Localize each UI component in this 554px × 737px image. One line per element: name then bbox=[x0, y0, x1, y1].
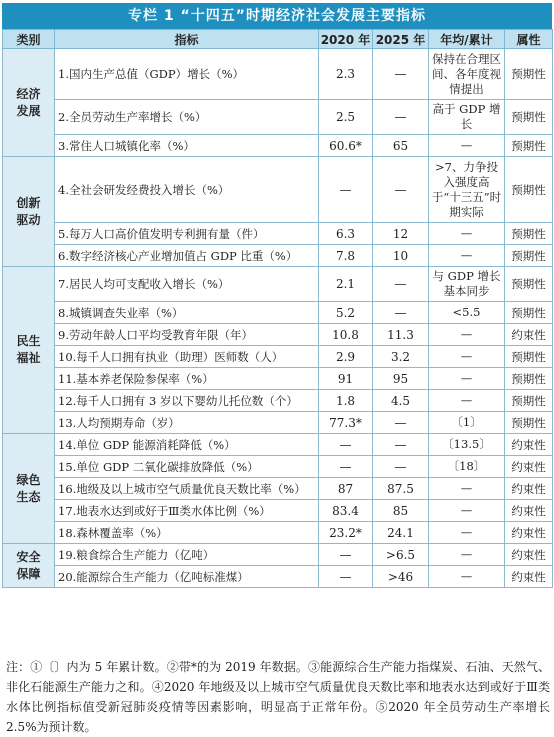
annual-target: >7、力争投入强度高于“十三五”时期实际 bbox=[429, 157, 505, 223]
value-2025: 3.2 bbox=[373, 346, 429, 368]
attribute-value: 约束性 bbox=[505, 456, 553, 478]
value-2020: — bbox=[319, 566, 373, 588]
attribute-value: 预期性 bbox=[505, 368, 553, 390]
value-2025: 24.1 bbox=[373, 522, 429, 544]
value-2020: 87 bbox=[319, 478, 373, 500]
annual-target: — bbox=[429, 522, 505, 544]
indicator-name: 9.劳动年龄人口平均受教育年限（年） bbox=[55, 324, 319, 346]
group-label-line: 保障 bbox=[16, 566, 41, 581]
attribute-value: 预期性 bbox=[505, 390, 553, 412]
indicator-name: 19.粮食综合生产能力（亿吨） bbox=[55, 544, 319, 566]
value-2025: — bbox=[373, 157, 429, 223]
table-row bbox=[3, 346, 553, 368]
attribute-value: 预期性 bbox=[505, 223, 553, 245]
table-row bbox=[3, 434, 553, 456]
indicator-name: 15.单位 GDP 二氧化碳排放降低（%） bbox=[55, 456, 319, 478]
value-2020: 2.9 bbox=[319, 346, 373, 368]
value-2020: 2.5 bbox=[319, 100, 373, 135]
table-row bbox=[3, 223, 553, 245]
indicator-name: 2.全员劳动生产率增长（%） bbox=[55, 100, 319, 135]
annual-target: — bbox=[429, 223, 505, 245]
group-economic-development bbox=[3, 49, 55, 157]
value-2020: 7.8 bbox=[319, 245, 373, 267]
indicator-name: 11.基本养老保险参保率（%） bbox=[55, 368, 319, 390]
group-label-line: 民生 bbox=[16, 334, 41, 348]
value-2025: 85 bbox=[373, 500, 429, 522]
indicator-name: 4.全社会研发经费投入增长（%） bbox=[55, 157, 319, 223]
attribute-value: 预期性 bbox=[505, 245, 553, 267]
group-security-guarantee bbox=[3, 544, 55, 588]
value-2025: — bbox=[373, 100, 429, 135]
attribute-value: 预期性 bbox=[505, 157, 553, 223]
indicator-name: 1.国内生产总值（GDP）增长（%） bbox=[55, 49, 319, 100]
annual-target: — bbox=[429, 135, 505, 157]
annual-target: — bbox=[429, 566, 505, 588]
group-green-ecology bbox=[3, 434, 55, 544]
group-label-line: 绿色 bbox=[16, 472, 41, 487]
value-2025: 87.5 bbox=[373, 478, 429, 500]
header-2020: 2020 年 bbox=[319, 30, 373, 49]
annual-target: — bbox=[429, 324, 505, 346]
table-row bbox=[3, 390, 553, 412]
indicator-name: 18.森林覆盖率（%） bbox=[55, 522, 319, 544]
value-2025: >6.5 bbox=[373, 544, 429, 566]
indicator-name: 10.每千人口拥有执业（助理）医师数（人） bbox=[55, 346, 319, 368]
indicator-name: 5.每万人口高价值发明专利拥有量（件） bbox=[55, 223, 319, 245]
annual-target: — bbox=[429, 390, 505, 412]
header-attribute: 属性 bbox=[505, 30, 553, 49]
table-row bbox=[3, 135, 553, 157]
value-2025: — bbox=[373, 456, 429, 478]
table-row bbox=[3, 412, 553, 434]
indicator-name: 20.能源综合生产能力（亿吨标准煤） bbox=[55, 566, 319, 588]
indicator-name: 17.地表水达到或好于Ⅲ类水体比例（%） bbox=[55, 500, 319, 522]
table-title: 专栏 1 “十四五”时期经济社会发展主要指标 bbox=[2, 3, 552, 29]
value-2025: >46 bbox=[373, 566, 429, 588]
table-row bbox=[3, 544, 553, 566]
value-2020: — bbox=[319, 157, 373, 223]
value-2020: 60.6* bbox=[319, 135, 373, 157]
indicator-name: 16.地级及以上城市空气质量优良天数比率（%） bbox=[55, 478, 319, 500]
value-2020: 77.3* bbox=[319, 412, 373, 434]
attribute-value: 预期性 bbox=[505, 100, 553, 135]
indicator-name: 14.单位 GDP 能源消耗降低（%） bbox=[55, 434, 319, 456]
annual-target: — bbox=[429, 346, 505, 368]
indicator-name: 13.人均预期寿命（岁） bbox=[55, 412, 319, 434]
value-2025: — bbox=[373, 412, 429, 434]
attribute-value: 约束性 bbox=[505, 566, 553, 588]
header-2025: 2025 年 bbox=[373, 30, 429, 49]
attribute-value: 约束性 bbox=[505, 478, 553, 500]
table-row bbox=[3, 478, 553, 500]
table-row bbox=[3, 100, 553, 135]
value-2025: 4.5 bbox=[373, 390, 429, 412]
table-row bbox=[3, 368, 553, 390]
annual-target: — bbox=[429, 245, 505, 267]
group-innovation-driven bbox=[3, 157, 55, 267]
annual-target: 高于 GDP 增长 bbox=[429, 100, 505, 135]
group-label-line: 驱动 bbox=[16, 212, 41, 227]
annual-target: — bbox=[429, 544, 505, 566]
value-2020: 2.3 bbox=[319, 49, 373, 100]
header-category: 类别 bbox=[3, 30, 55, 49]
attribute-value: 预期性 bbox=[505, 302, 553, 324]
value-2025: — bbox=[373, 49, 429, 100]
group-label-line: 福祉 bbox=[16, 351, 41, 365]
attribute-value: 预期性 bbox=[505, 267, 553, 302]
value-2020: 6.3 bbox=[319, 223, 373, 245]
value-2020: 83.4 bbox=[319, 500, 373, 522]
value-2020: 10.8 bbox=[319, 324, 373, 346]
annual-target: 〔1〕 bbox=[429, 412, 505, 434]
attribute-value: 约束性 bbox=[505, 522, 553, 544]
table-row bbox=[3, 324, 553, 346]
table-row bbox=[3, 49, 553, 100]
indicator-name: 6.数字经济核心产业增加值占 GDP 比重（%） bbox=[55, 245, 319, 267]
group-label-line: 生态 bbox=[16, 489, 41, 504]
attribute-value: 预期性 bbox=[505, 412, 553, 434]
indicator-table bbox=[2, 29, 553, 588]
value-2020: 1.8 bbox=[319, 390, 373, 412]
table-row bbox=[3, 267, 553, 302]
value-2025: 11.3 bbox=[373, 324, 429, 346]
annual-target: — bbox=[429, 478, 505, 500]
table-row bbox=[3, 157, 553, 223]
value-2020: 91 bbox=[319, 368, 373, 390]
group-people-wellbeing bbox=[3, 267, 55, 434]
value-2020: — bbox=[319, 544, 373, 566]
attribute-value: 预期性 bbox=[505, 346, 553, 368]
annual-target: 〔13.5〕 bbox=[429, 434, 505, 456]
table-row bbox=[3, 500, 553, 522]
attribute-value: 约束性 bbox=[505, 324, 553, 346]
table-row bbox=[3, 245, 553, 267]
value-2025: — bbox=[373, 302, 429, 324]
attribute-value: 约束性 bbox=[505, 544, 553, 566]
attribute-value: 约束性 bbox=[505, 500, 553, 522]
indicator-name: 7.居民人均可支配收入增长（%） bbox=[55, 267, 319, 302]
annual-target: — bbox=[429, 368, 505, 390]
value-2025: 95 bbox=[373, 368, 429, 390]
value-2025: 12 bbox=[373, 223, 429, 245]
value-2020: 2.1 bbox=[319, 267, 373, 302]
table-row bbox=[3, 522, 553, 544]
attribute-value: 预期性 bbox=[505, 49, 553, 100]
table-row bbox=[3, 302, 553, 324]
value-2020: 23.2* bbox=[319, 522, 373, 544]
annual-target: — bbox=[429, 500, 505, 522]
attribute-value: 约束性 bbox=[505, 434, 553, 456]
attribute-value: 预期性 bbox=[505, 135, 553, 157]
value-2025: — bbox=[373, 434, 429, 456]
header-annual: 年均/累计 bbox=[429, 30, 505, 49]
group-label-line: 经济 bbox=[16, 86, 41, 101]
group-label-line: 发展 bbox=[16, 103, 41, 118]
annual-target: 与 GDP 增长基本同步 bbox=[429, 267, 505, 302]
annual-target: 保持在合理区间、各年度视情提出 bbox=[429, 49, 505, 100]
indicator-name: 12.每千人口拥有 3 岁以下婴幼儿托位数（个） bbox=[55, 390, 319, 412]
value-2025: — bbox=[373, 267, 429, 302]
group-label-line: 安全 bbox=[16, 549, 41, 564]
indicator-table-frame bbox=[2, 29, 552, 645]
value-2020: — bbox=[319, 434, 373, 456]
annual-target: 〔18〕 bbox=[429, 456, 505, 478]
value-2020: 5.2 bbox=[319, 302, 373, 324]
table-row bbox=[3, 456, 553, 478]
table-notes: 注：①〔〕内为 5 年累计数。②带*的为 2019 年数据。③能源综合生产能力指煤炭、石油、天然气、非化石能源生产能力之和。④2020 年地级及以上城市空气质量优良天数比率和地表水达到或好于Ⅲ类水体比例指标值受新冠肺炎疫情等因素影响，明显高于正常年份。⑤2020 年全员劳动生产率增长 2.5%为预计数。 bbox=[6, 660, 550, 734]
table-header-row bbox=[3, 30, 553, 49]
group-label-line: 创新 bbox=[16, 195, 41, 210]
value-2025: 65 bbox=[373, 135, 429, 157]
header-indicator: 指标 bbox=[55, 30, 319, 49]
value-2020: — bbox=[319, 456, 373, 478]
indicator-name: 8.城镇调查失业率（%） bbox=[55, 302, 319, 324]
annual-target: <5.5 bbox=[429, 302, 505, 324]
value-2025: 10 bbox=[373, 245, 429, 267]
indicator-name: 3.常住人口城镇化率（%） bbox=[55, 135, 319, 157]
table-row bbox=[3, 566, 553, 588]
